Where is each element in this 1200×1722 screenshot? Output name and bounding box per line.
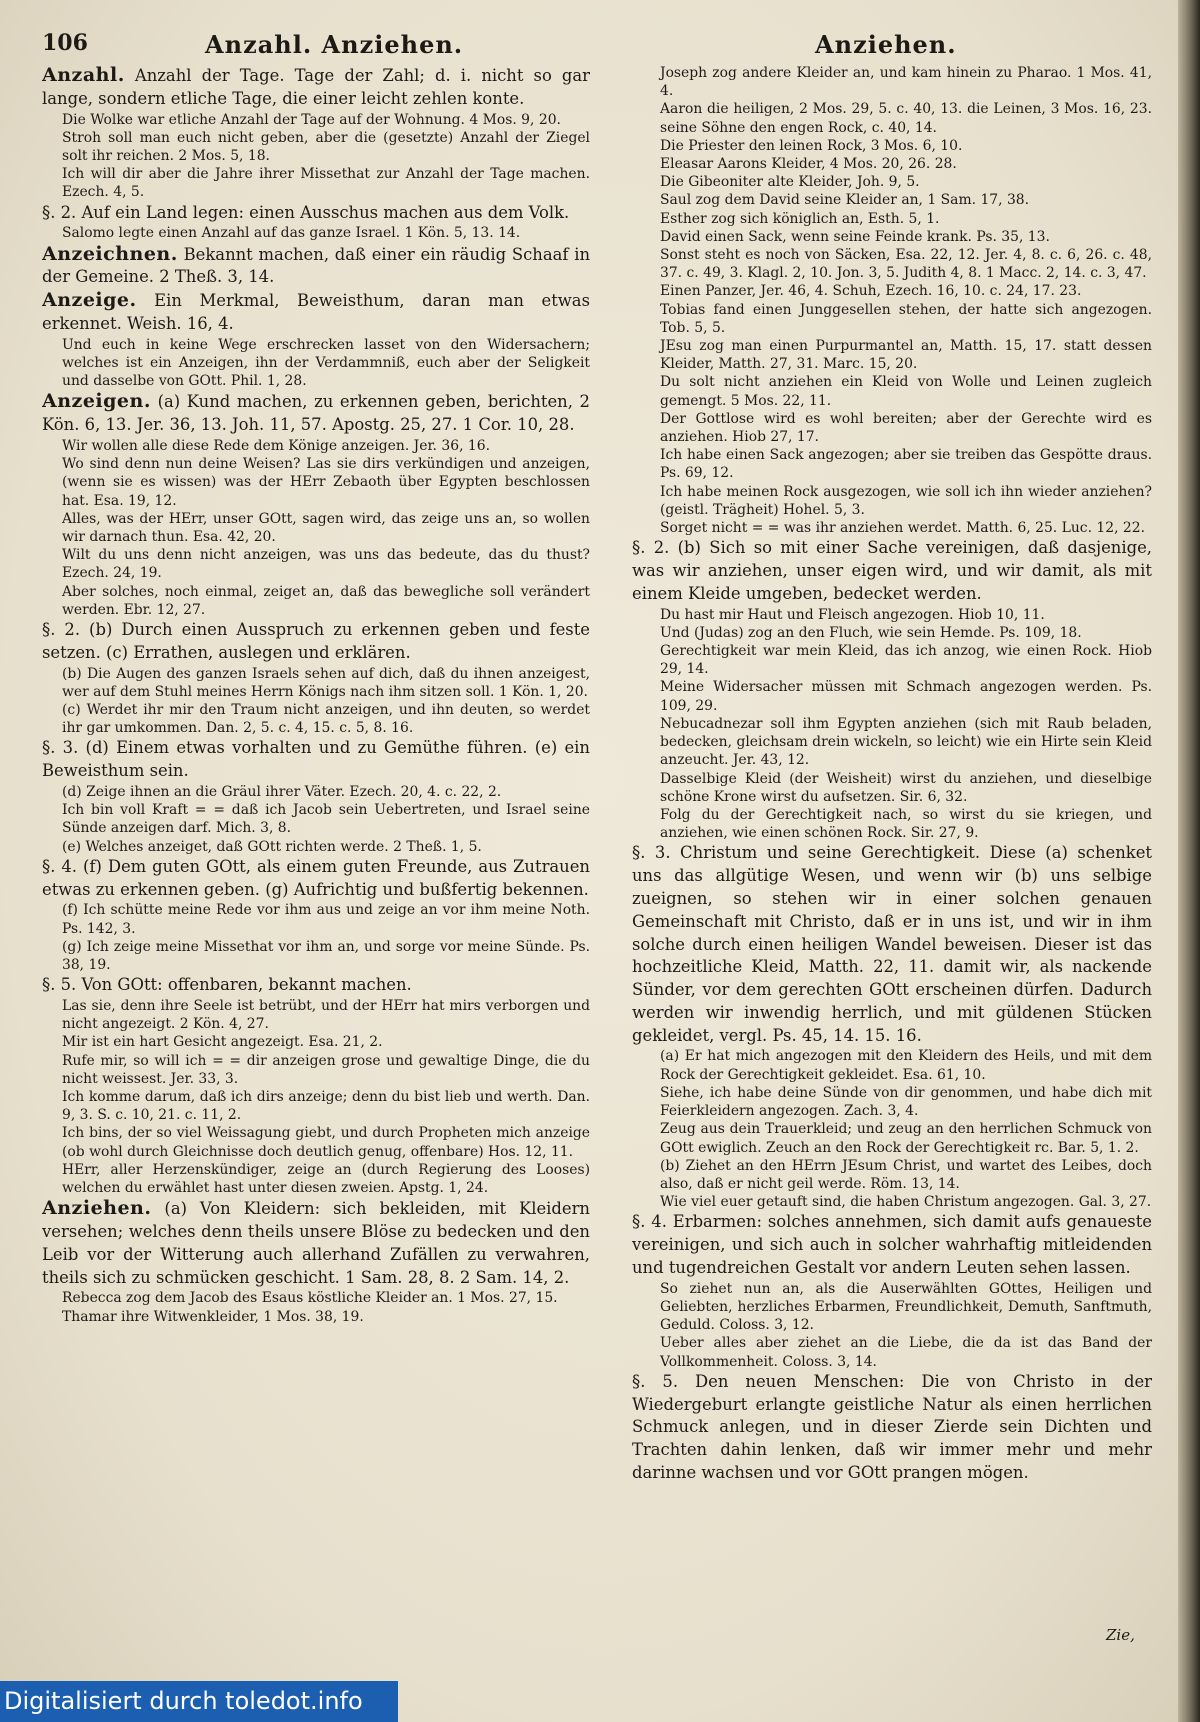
- section-paragraph: §. 2. (b) Sich so mit einer Sache vereinigen, daß dasjenige, was wir anziehen, unser eigen wird, und wir damit, als mit einem Kleide umgeben, bedecket werden.: [632, 538, 1152, 603]
- citation: Ich habe meinen Rock ausgezogen, wie soll ich ihn wieder anziehen? (geistl. Trägheit) Hohel. 5, 3.: [660, 483, 1152, 518]
- citation: Ich will dir aber die Jahre ihrer Missethat zur Anzahl der Tage machen. Ezech. 4, 5.: [62, 166, 590, 201]
- citation: Salomo legte einen Anzahl auf das ganze Israel. 1 Kön. 5, 13. 14.: [62, 225, 521, 242]
- citation: Dasselbige Kleid (der Weisheit) wirst du anziehen, und dieselbige schöne Krone wirst du aufsetzen. Sir. 6, 32.: [660, 770, 1152, 805]
- citation: HErr, aller Herzenskündiger, zeige an (durch Regierung des Looses) welchen du erwählet hast unter diesen zweien. Apstg. 1, 24.: [62, 1161, 590, 1197]
- citation: (b) Ziehet an den HErrn JEsum Christ, und wartet des Leibes, doch also, daß er nicht geil werde. Röm. 13, 14.: [660, 1157, 1152, 1192]
- citation: Sonst steht es noch von Säcken, Esa. 22, 12. Jer. 4, 8. c. 6, 26. c. 48, 37. c. 49, 3. Klagl. 2, 10. Jon. 3, 5. Judith 4, 8. 1 Macc. 2, 14. c. 3, 47.: [660, 247, 1152, 282]
- entry-anzeigen: [42, 390, 590, 437]
- entry-keyword: Anzeigen.: [42, 390, 151, 413]
- citation: Und (Judas) zog an den Fluch, wie sein Hemde. Ps. 109, 18.: [660, 624, 1082, 641]
- citation: Joseph zog andere Kleider an, und kam hinein zu Pharao. 1 Mos. 41, 4.: [660, 65, 1152, 100]
- citation: JEsu zog man einen Purpurmantel an, Matth. 15, 17. statt dessen Kleider, Matth. 27, 31. Marc. 15, 20.: [660, 338, 1152, 373]
- citation: Ich komme darum, daß ich dirs anzeige; denn du bist lieb und werth. Dan. 9, 3. S. c. 10, 21. c. 11, 2.: [62, 1089, 590, 1124]
- entry-keyword: Anzeichnen.: [42, 242, 178, 265]
- citation: Aber solches, noch einmal, zeiget an, daß das bewegliche soll verändert werden. Ebr. 12, 27.: [62, 583, 590, 618]
- citation: Wilt du uns denn nicht anzeigen, was uns das bedeute, das du thust? Ezech. 24, 19.: [62, 547, 590, 582]
- digitization-credit-link[interactable]: Digitalisiert durch toledot.info: [0, 1681, 398, 1722]
- citation: Rebecca zog dem Jacob des Esaus köstliche Kleider an. 1 Mos. 27, 15.: [62, 1290, 558, 1307]
- running-head-right: Anziehen.: [815, 30, 957, 59]
- entry-definition: (a) Kund machen, zu erkennen geben, berichten, 2 Kön. 6, 13. Jer. 36, 13. Joh. 11, 57. Apostg. 25, 27. 1 Cor. 10, 28.: [42, 392, 590, 435]
- citation: Folg du der Gerechtigkeit nach, so wirst du sie kriegen, und anziehen, wie einen schönen Rock. Sir. 27, 9.: [660, 806, 1152, 842]
- citation: Die Wolke war etliche Anzahl der Tage auf der Wohnung. 4 Mos. 9, 20.: [62, 111, 561, 128]
- citation: Meine Widersacher müssen mit Schmach angezogen werden. Ps. 109, 29.: [660, 679, 1152, 714]
- section-paragraph: §. 4. (f) Dem guten GOtt, als einem guten Freunde, aus Zutrauen etwas zu erkennen geben. (g) Aufrichtig und bußfertig bekennen.: [42, 856, 590, 899]
- citation: Du hast mir Haut und Fleisch angezogen. Hiob 10, 11.: [660, 606, 1045, 623]
- citation: Las sie, denn ihre Seele ist betrübt, und der HErr hat mirs verborgen und nicht angezeigt. 2 Kön. 4, 27.: [62, 998, 590, 1033]
- section-paragraph: §. 4. Erbarmen: solches annehmen, sich damit aufs genaueste vereinigen, und sich auch in solcher wahrhaftig mitleidenden und tugendreichen Gestalt vor andern Leuten sehen lassen.: [632, 1212, 1152, 1277]
- citation: Tobias fand einen Junggesellen stehen, der hatte sich angezogen. Tob. 5, 5.: [660, 301, 1152, 336]
- citation: (b) Die Augen des ganzen Israels sehen auf dich, daß du ihnen anzeigest, wer auf dem Stuhl meines Herrn Königs nach ihm sitzen soll. 1 Kön. 1, 20.: [62, 665, 590, 700]
- section-paragraph: §. 3. (d) Einem etwas vorhalten und zu Gemüthe führen. (e) ein Beweisthum sein.: [42, 738, 590, 781]
- entry-definition: Bekannt machen, daß einer ein räudig Schaaf in der Gemeine. 2 Theß. 3, 14.: [42, 244, 590, 287]
- citation: (e) Welches anzeiget, daß GOtt richten werde. 2 Theß. 1, 5.: [62, 838, 482, 855]
- citation: So ziehet nun an, als die Auserwählten GOttes, Heiligen und Geliebten, herzliches Erbarmen, Freundlichkeit, Demuth, Sanftmuth, Geduld. Coloss. 3, 12.: [660, 1280, 1152, 1334]
- citation: Eleasar Aarons Kleider, 4 Mos. 20, 26. 28.: [660, 156, 957, 173]
- citation: Sorget nicht = = was ihr anziehen werdet. Matth. 6, 25. Luc. 12, 22.: [660, 520, 1146, 537]
- entry-anzahl: [42, 64, 590, 111]
- book-spine-shadow: [1178, 0, 1200, 1722]
- citation: Ueber alles aber ziehet an die Liebe, die da ist das Band der Vollkommenheit. Coloss. 3, 14.: [660, 1335, 1152, 1370]
- citation: Aaron die heiligen, 2 Mos. 29, 5. c. 40, 13. die Leinen, 3 Mos. 16, 23. seine Söhne den engen Rock, c. 40, 14.: [660, 101, 1152, 136]
- entry-anziehen: [42, 1197, 590, 1289]
- entry-keyword: Anziehen.: [42, 1197, 152, 1220]
- citation: Alles, was der HErr, unser GOtt, sagen wird, das zeige uns an, so wollen wir darnach thun. Esa. 42, 20.: [62, 510, 590, 546]
- entry-definition: (a) Von Kleidern: sich bekleiden, mit Kleidern versehen; welches denn theils unsere Blöse zu bedecken und den Leib vor der Witterung auch allerhand Zufällen zu verwahren, theils sich zu schmücken geschicht. 1 Sam. 28, 8. 2 Sam. 14, 2.: [42, 1199, 590, 1287]
- citation: Siehe, ich habe deine Sünde von dir genommen, und habe dich mit Feierkleidern angezogen. Zach. 3, 4.: [660, 1084, 1152, 1120]
- citation: (g) Ich zeige meine Missethat vor ihm an, und sorge vor meine Sünde. Ps. 38, 19.: [62, 938, 590, 974]
- citation: Saul zog dem David seine Kleider an, 1 Sam. 17, 38.: [660, 192, 1030, 209]
- citation: Wie viel euer getauft sind, die haben Christum angezogen. Gal. 3, 27.: [660, 1194, 1152, 1211]
- citation: Ich habe einen Sack angezogen; aber sie treiben das Gespötte draus. Ps. 69, 12.: [660, 447, 1152, 482]
- citation: Esther zog sich königlich an, Esth. 5, 1.: [660, 210, 940, 227]
- entry-definition: Ein Merkmal, Beweisthum, daran man etwas erkennet. Weish. 16, 4.: [42, 291, 590, 333]
- citation: Der Gottlose wird es wohl bereiten; aber der Gerechte wird es anziehen. Hiob 27, 17.: [660, 410, 1152, 446]
- citation: Thamar ihre Witwenkleider, 1 Mos. 38, 19.: [62, 1308, 364, 1325]
- entry-keyword: Anzahl.: [42, 64, 125, 86]
- citation: (a) Er hat mich angezogen mit den Kleidern des Heils, und mit dem Rock der Gerechtigkeit gekleidet. Esa. 61, 10.: [660, 1048, 1152, 1083]
- citation: Mir ist ein hart Gesicht angezeigt. Esa. 21, 2.: [62, 1034, 383, 1051]
- right-column: [632, 64, 1152, 1674]
- citation: Einen Panzer, Jer. 46, 4. Schuh, Ezech. 16, 10. c. 24, 17. 23.: [660, 283, 1082, 300]
- citation: Und euch in keine Wege erschrecken lasset von den Widersachern; welches ist ein Anzeigen, ihn der Verdammniß, euch aber der Seligkeit und dasselbe von GOtt. Phil. 1, 28.: [62, 336, 590, 390]
- entry-anzeichnen: [42, 243, 590, 290]
- citation: Stroh soll man euch nicht geben, aber die (gesetzte) Anzahl der Ziegel solt ihr reichen. 2 Mos. 5, 18.: [62, 129, 590, 164]
- catchword: Zie,: [1106, 1626, 1135, 1644]
- citation: David einen Sack, wenn seine Feinde krank. Ps. 35, 13.: [660, 228, 1050, 245]
- page-number: 106: [42, 30, 88, 56]
- citation: (f) Ich schütte meine Rede vor ihm aus und zeige an vor ihm meine Noth. Ps. 142, 3.: [62, 902, 590, 937]
- section-paragraph: §. 5. Den neuen Menschen: Die von Christo in der Wiedergeburt erlangte geistliche Natur als einen herrlichen Schmuck anlegen, und in dieser Zierde sein Dichten und Trachten dahin lenken, daß wir immer mehr und mehr darinne wachsen und vor GOtt prangen mögen.: [632, 1371, 1152, 1482]
- left-column: [42, 64, 590, 1674]
- citation: Ich bin voll Kraft = = daß ich Jacob sein Uebertreten, und Israel seine Sünde anzeigen darf. Mich. 3, 8.: [62, 802, 590, 837]
- citation: Du solt nicht anziehen ein Kleid von Wolle und Leinen zugleich gemengt. 5 Mos. 22, 11.: [660, 374, 1152, 409]
- section-paragraph: §. 2. (b) Durch einen Ausspruch zu erkennen geben und feste setzen. (c) Errathen, auslegen und erklären.: [42, 620, 590, 662]
- citation: Wir wollen alle diese Rede dem Könige anzeigen. Jer. 36, 16.: [62, 438, 490, 454]
- citation: Ich bins, der so viel Weissagung giebt, und durch Propheten mich anzeige (ob wohl durch Gleichnisse doch deutlich genug, offenbare) Hos. 12, 11.: [62, 1125, 590, 1160]
- citation: (c) Werdet ihr mir den Traum nicht anzeigen, und ihn deuten, so werdet ihr gar umkommen. Dan. 2, 5. c. 4, 15. c. 5, 8. 16.: [62, 702, 590, 737]
- entry-anzeige: [42, 289, 590, 336]
- section-paragraph: §. 3. Christum und seine Gerechtigkeit. Diese (a) schenket uns das allgütige Wesen, und wenn wir (b) uns selbige zueignen, so stehen wir in einer solchen genauen Gemeinschaft mit Christo, daß er in uns ist, und wir in ihm solche durch einen heiligen Wandel beweisen. Dieser ist das hochzeitliche Kleid, Matth. 22, 11. damit wir, als nackende Sünder, vor dem gerechten GOtt erscheinen dürfen. Dadurch werden wir inwendig herrlich, und mit güldenen Stücken gekleidet, vergl. Ps. 45, 14. 15. 16.: [632, 843, 1152, 1045]
- citation: Gerechtigkeit war mein Kleid, das ich anzog, wie einen Rock. Hiob 29, 14.: [660, 643, 1152, 678]
- entry-keyword: Anzeige.: [42, 289, 137, 312]
- running-head-left: Anzahl. Anziehen.: [205, 30, 464, 59]
- citation: Nebucadnezar soll ihm Egypten anziehen (sich mit Raub beladen, bedecken, gleichsam drein wickeln, so leicht) wie ein Hirte sein Kleid anzeucht. Jer. 43, 12.: [660, 715, 1152, 769]
- citation: Die Priester den leinen Rock, 3 Mos. 6, 10.: [660, 137, 963, 154]
- section-paragraph: §. 5. Von GOtt: offenbaren, bekannt machen.: [42, 975, 412, 995]
- entry-definition: Anzahl der Tage. Tage der Zahl; d. i. nicht so gar lange, sondern etliche Tage, die einer leicht zehlen konte.: [42, 66, 590, 108]
- citation: (d) Zeige ihnen an die Gräul ihrer Väter. Ezech. 20, 4. c. 22, 2.: [62, 784, 502, 801]
- citation: Wo sind denn nun deine Weisen? Las sie dirs verkündigen und anzeigen, (wenn sie es wissen) was der HErr Zebaoth über Egypten beschlossen hat. Esa. 19, 12.: [62, 456, 590, 509]
- citation: Rufe mir, so will ich = = dir anzeigen grose und gewaltige Dinge, die du nicht weissest. Jer. 33, 3.: [62, 1052, 590, 1087]
- citation: Zeug aus dein Trauerkleid; und zeug an den herrlichen Schmuck von GOtt ewiglich. Zeuch an den Rock der Gerechtigkeit rc. Bar. 5, 1. 2.: [660, 1121, 1152, 1156]
- citation: Die Gibeoniter alte Kleider, Joh. 9, 5.: [660, 174, 920, 191]
- section-paragraph: §. 2. Auf ein Land legen: einen Ausschus machen aus dem Volk.: [42, 202, 570, 222]
